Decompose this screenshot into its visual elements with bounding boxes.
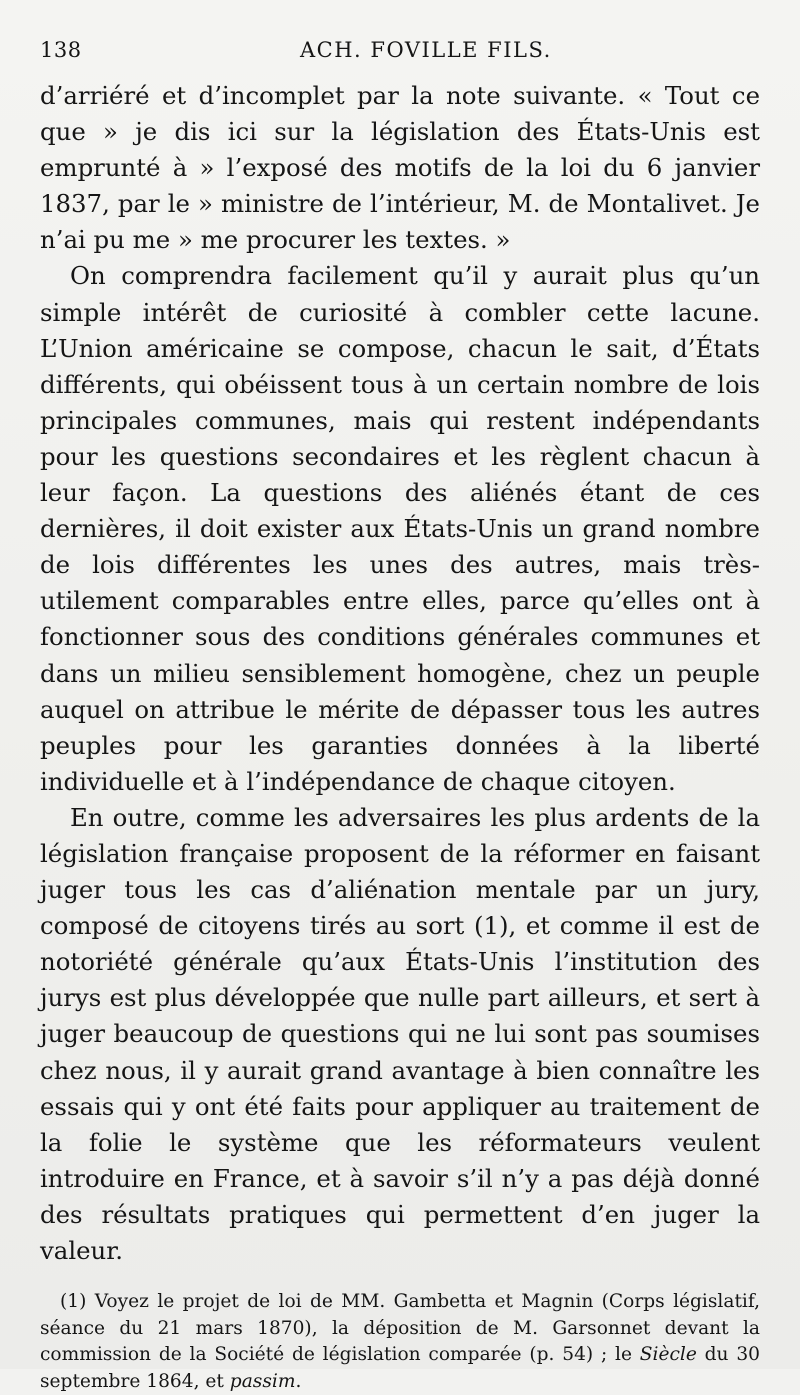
- footnote-italic-siecle: Siècle: [639, 1344, 697, 1366]
- paragraph-1: d’arriéré et d’incomplet par la note suivante. « Tout ce que » je dis ici sur la législation des États-Unis est emprunté à » l’exposé des motifs de la loi du 6 janvier 1837, par le » ministre de l’intérieur, M. de Montalivet. Je n’ai pu me » me procurer les textes. »: [40, 81, 760, 255]
- paragraph-2: On comprendra facilement qu’il y aurait plus qu’un simple intérêt de curiosité à combler cette lacune. L’Union américaine se compose, chacun le sait, d’États différents, qui obéissent tous à un certain nombre de lois principales communes, mais qui restent indépendants pour les questions secondaires et les règlent chacun à leur façon. La questions des aliénés étant de ces dernières, il doit exister aux États-Unis un grand nombre de lois différentes les unes des autres, mais très-utilement comparables entre elles, parce qu’elles ont à fonctionner sous des conditions générales communes et dans un milieu sensiblement homogène, chez un peuple auquel on attribue le mérite de dépasser tous les autres peuples pour les garanties données à la liberté individuelle et à l’indépendance de chaque citoyen.: [40, 261, 760, 796]
- body-text: [40, 78, 760, 1269]
- running-head: [40, 38, 760, 78]
- running-title: ACH. FOVILLE FILS.: [300, 38, 552, 62]
- footnote-text-after: .: [295, 1370, 302, 1392]
- footnotes: [40, 1289, 760, 1395]
- footnote-text-before: (1) Voyez le projet de loi de MM. Gambetta et Magnin (Corps législatif, séance du 21 mars 1870), la déposition de M. Garsonnet devant la commission de la Société de législation comparée (p. 54) ; le: [40, 1291, 760, 1366]
- footnote-italic-passim: passim: [229, 1370, 296, 1392]
- footnote-text-middle: du 30 septembre 1864, et: [40, 1344, 760, 1392]
- page-number: 138: [40, 38, 82, 62]
- paragraph-3: En outre, comme les adversaires les plus ardents de la législation française proposent de la réformer en faisant juger tous les cas d’aliénation mentale par un jury, composé de citoyens tirés au sort (1), et comme il est de notoriété générale qu’aux États-Unis l’institution des jurys est plus développée que nulle part ailleurs, et sert à juger beaucoup de questions qui ne lui sont pas soumises chez nous, il y aurait grand avantage à bien connaître les essais qui y ont été faits pour appliquer au traitement de la folie le système que les réformateurs veulent introduire en France, et à savoir s’il n’y a pas déjà donné des résultats pratiques qui permettent d’en juger la valeur.: [40, 802, 760, 1265]
- footnote-1: [40, 1289, 760, 1395]
